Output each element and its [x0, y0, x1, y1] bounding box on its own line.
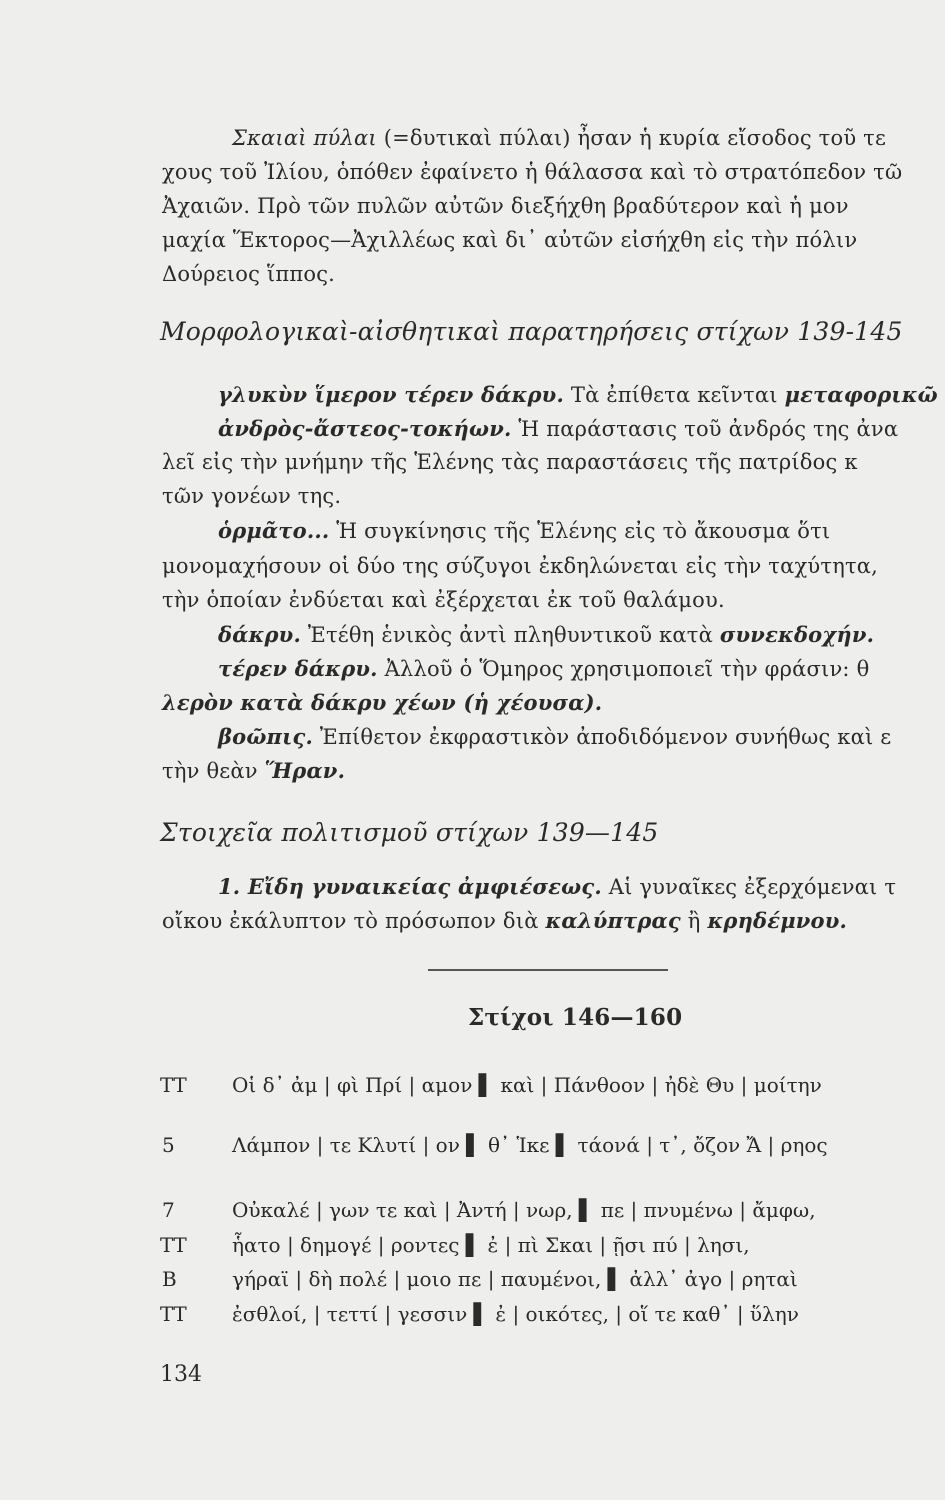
s2-line-1: 1. Εἴδη γυναικείας ἀμφιέσεως. Αἱ γυναῖκες ἐξερχόμεναι τ: [218, 874, 897, 899]
section-divider: [428, 969, 668, 971]
page-number: 134: [160, 1362, 202, 1387]
s1-line-7: τὴν ὁποίαν ἐνδύεται καὶ ἐξέρχεται ἐκ τοῦ θαλάμου.: [162, 588, 725, 612]
s1-line-1: γλυκὺν ἵμερον τέρεν δάκρυ. Τὰ ἐπίθετα κεῖνται μεταφορικῶ: [218, 382, 938, 407]
verse-line: Λάμπον | τε Κλυτί | ον ▌ θ᾽ Ἱκε ▌ τάονά | τ᾽, ὄζον Ἄ | ρηος: [232, 1133, 828, 1157]
intro-line-5: Δούρειος ἵππος.: [162, 262, 336, 286]
s1-line-6: μονομαχήσουν οἱ δύο της σύζυγοι ἐκδηλώνεται εἰς τὴν ταχύτητα,: [162, 554, 879, 578]
verse-line: Οἱ δ᾽ ἀμ | φὶ Πρί | αμον ▌ καὶ | Πάνθοον | ἠδὲ Θυ | μοίτην: [232, 1073, 822, 1097]
section-heading-morphology: Μορφολογικαὶ-αἰσθητικαὶ παρατηρήσεις στίχων 139-145: [160, 317, 903, 346]
verse-label: ΤΤ: [160, 1302, 187, 1326]
verse-line: ἐσθλοί, | τεττί | γεσσιν ▌ ἐ | οικότες, | οἵ τε καθ᾽ | ὕλην: [232, 1302, 799, 1326]
s1-line-5: ὁρμᾶτο... Ἡ συγκίνησις τῆς Ἑλένης εἰς τὸ ἄκουσμα ὅτι: [218, 518, 831, 543]
s1-line-12: τὴν θεὰν Ἥραν.: [162, 758, 346, 783]
section-heading-culture: Στοιχεῖα πολιτισμοῦ στίχων 139—145: [160, 818, 659, 847]
s1-line-4: τῶν γονέων της.: [162, 484, 342, 508]
s1-line-8: δάκρυ. Ἐτέθη ἑνικὸς ἀντὶ πληθυντικοῦ κατὰ συνεκδοχήν.: [218, 622, 875, 647]
intro-line-4: μαχία Ἕκτορος—Ἀχιλλέως καὶ δι᾽ αὐτῶν εἰσήχθη εἰς τὴν πόλιν: [162, 228, 858, 252]
verse-label: 7: [162, 1198, 175, 1222]
intro-line-2: χους τοῦ Ἰλίου, ὁπόθεν ἐφαίνετο ἡ θάλασσα καὶ τὸ στρατόπεδον τῶ: [162, 160, 903, 184]
verse-line: γήραϊ | δὴ πολέ | μοιο πε | παυμένοι, ▌ ἀλλ᾽ ἀγο | ρηταὶ: [232, 1267, 798, 1291]
intro-line-1: Σκαιαὶ πύλαι (=δυτικαὶ πύλαι) ἦσαν ἡ κυρία εἴσοδος τοῦ τε: [232, 126, 887, 150]
term-skaiai-pylai: Σκαιαὶ πύλαι: [232, 126, 377, 150]
s1-line-3: λεῖ εἰς τὴν μνήμην τῆς Ἑλένης τὰς παραστάσεις τῆς πατρίδος κ: [162, 450, 858, 474]
intro-line-3: Ἀχαιῶν. Πρὸ τῶν πυλῶν αὐτῶν διεξήχθη βραδύτερον καὶ ἡ μον: [162, 194, 849, 218]
s1-line-2: ἀνδρὸς-ἄστεος-τοκήων. Ἡ παράστασις τοῦ ἀνδρός της ἀνα: [218, 416, 899, 441]
verse-label: 5: [162, 1133, 175, 1157]
verses-heading: Στίχοι 146—160: [468, 1004, 683, 1031]
s2-line-2: οἴκου ἐκάλυπτον τὸ πρόσωπον διὰ καλύπτρας ἢ κρηδέμνου.: [162, 908, 848, 933]
verse-line: Οὐκαλέ | γων τε καὶ | Ἀντή | νωρ, ▌ πε | πνυμένω | ἄμφω,: [232, 1198, 816, 1222]
verse-label: Β: [162, 1267, 177, 1291]
verse-line: ἧατο | δημογέ | ροντες ▌ ἐ | πὶ Σκαι | ῇσι πύ | λησι,: [232, 1233, 750, 1257]
verse-label: ΤΤ: [160, 1233, 187, 1257]
s1-line-10: λερὸν κατὰ δάκρυ χέων (ἡ χέουσα).: [162, 690, 603, 715]
s1-line-11: βοῶπις. Ἐπίθετον ἐκφραστικὸν ἀποδιδόμενον συνήθως καὶ ε: [218, 724, 892, 749]
s1-line-9: τέρεν δάκρυ. Ἀλλοῦ ὁ Ὅμηρος χρησιμοποιεῖ τὴν φράσιν: θ: [218, 656, 870, 681]
verse-label: ΤΤ: [160, 1073, 187, 1097]
